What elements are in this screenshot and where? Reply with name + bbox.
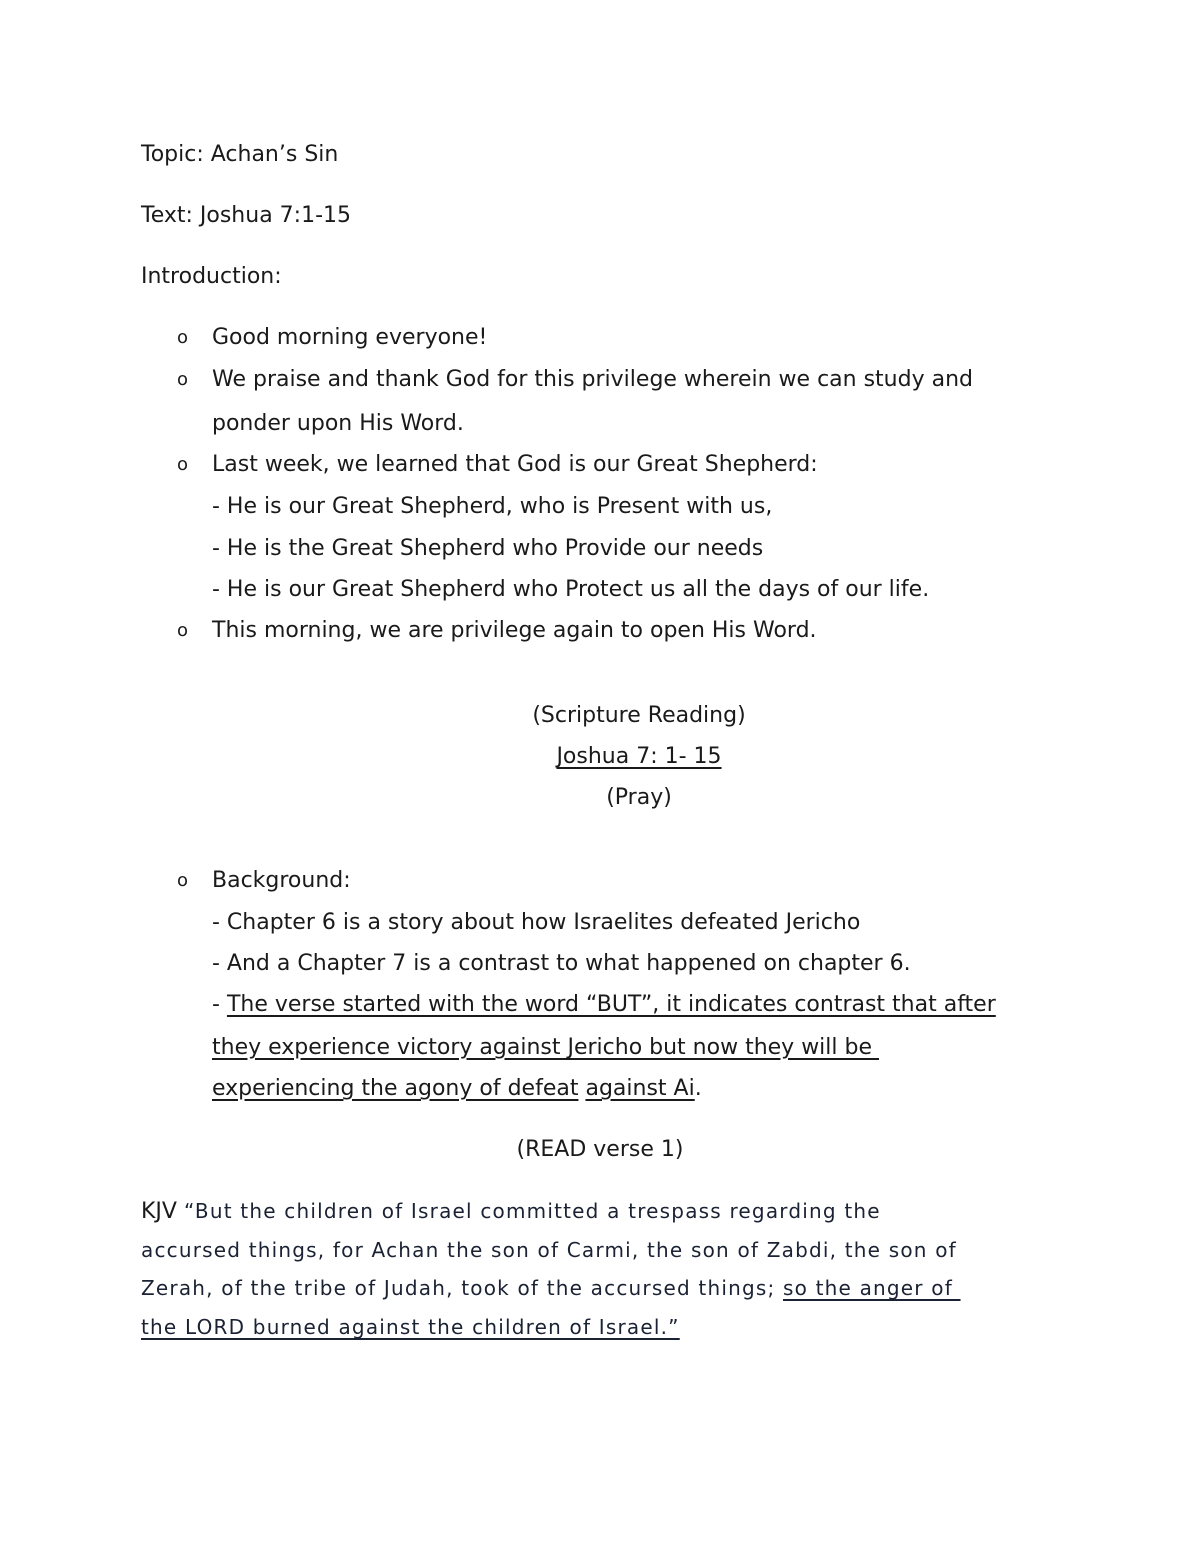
kjv-text3a: Zerah, of the tribe of Judah, took of the accursed things; xyxy=(141,1276,783,1300)
scripture-reading-label: (Scripture Reading) xyxy=(532,703,746,728)
background-agony-text: experiencing the agony of defeat xyxy=(212,1076,579,1101)
sub-item-protect: - He is our Great Shepherd who Protect us all the days of our life. xyxy=(212,577,930,602)
pray-label: (Pray) xyxy=(606,785,672,810)
bullet-praise-line1: We praise and thank God for this privilege wherein we can study and xyxy=(212,367,973,392)
bullet-icon: o xyxy=(177,369,189,390)
kjv-line3 xyxy=(141,1273,961,1303)
bullet-last-week: Last week, we learned that God is our Great Shepherd: xyxy=(212,452,818,477)
kjv-line2: accursed things, for Achan the son of Carmi, the son of Zabdi, the son of xyxy=(141,1238,957,1262)
kjv-line1 xyxy=(141,1196,881,1227)
bullet-icon: o xyxy=(177,454,189,475)
background-heading: Background: xyxy=(212,868,351,893)
kjv-line4 xyxy=(141,1312,680,1342)
text-reference-line: Text: Joshua 7:1-15 xyxy=(141,203,352,228)
kjv-text3b: so the anger of xyxy=(782,1276,961,1300)
background-chapter6: - Chapter 6 is a story about how Israelites defeated Jericho xyxy=(212,910,861,935)
scripture-reference-text: Joshua 7: 1- 15 xyxy=(556,744,722,769)
background-period: . xyxy=(694,1076,702,1101)
bullet-good-morning: Good morning everyone! xyxy=(212,325,488,350)
bullet-icon: o xyxy=(177,870,189,891)
bullet-icon: o xyxy=(177,620,189,641)
background-contrast-line2 xyxy=(212,1033,879,1063)
kjv-text4: the LORD burned against the children of Israel.” xyxy=(141,1315,680,1339)
background-contrast-text2: they experience victory against Jericho but now they will be xyxy=(212,1035,880,1060)
read-verse-label: (READ verse 1) xyxy=(516,1137,684,1162)
introduction-heading: Introduction: xyxy=(141,264,282,289)
scripture-reference xyxy=(0,742,1200,772)
kjv-prefix: KJV xyxy=(141,1199,184,1224)
background-dash: - xyxy=(212,992,227,1017)
kjv-text1: “But the children of Israel committed a trespass regarding the xyxy=(183,1199,881,1223)
background-contrast-line1 xyxy=(212,990,996,1020)
bullet-this-morning: This morning, we are privilege again to open His Word. xyxy=(212,618,817,643)
sub-item-provide: - He is the Great Shepherd who Provide our needs xyxy=(212,536,764,561)
background-contrast-text1: The verse started with the word “BUT”, it indicates contrast that after xyxy=(226,992,996,1017)
sub-item-present: - He is our Great Shepherd, who is Present with us, xyxy=(212,494,773,519)
background-against-ai-text: against Ai xyxy=(585,1076,695,1101)
background-chapter7: - And a Chapter 7 is a contrast to what happened on chapter 6. xyxy=(212,951,911,976)
background-contrast-line3 xyxy=(212,1074,702,1104)
topic-line: Topic: Achan’s Sin xyxy=(141,142,339,167)
bullet-icon: o xyxy=(177,327,189,348)
bullet-praise-line2: ponder upon His Word. xyxy=(212,411,464,436)
